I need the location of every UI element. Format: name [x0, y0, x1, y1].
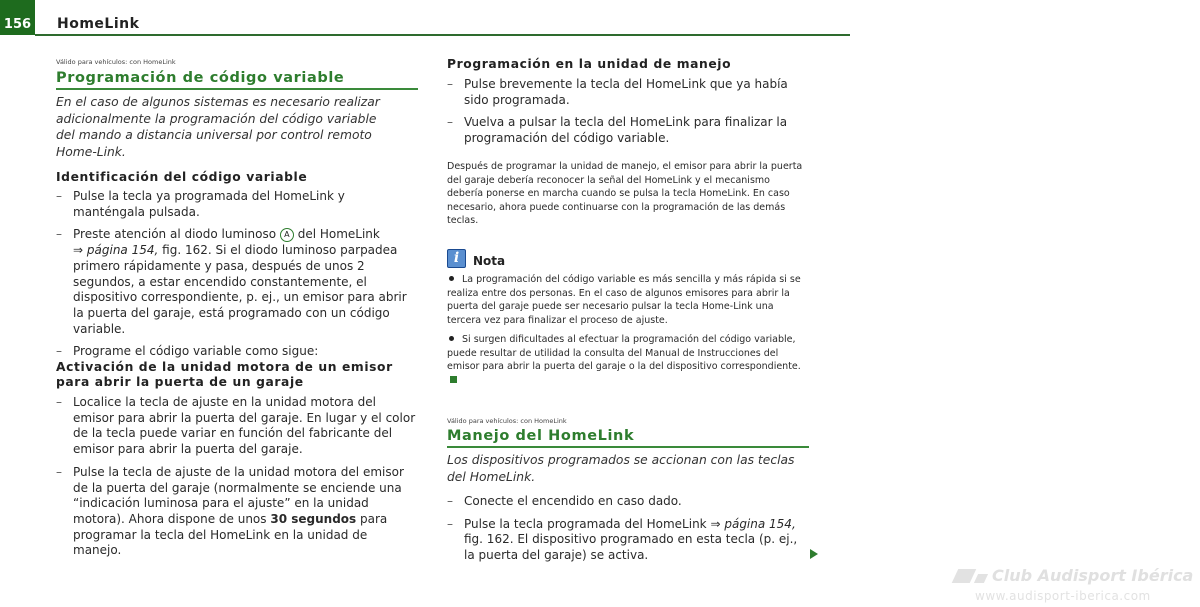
- dash-marker: –: [447, 494, 453, 508]
- list-item-text: Preste atención al diodo luminoso: [73, 227, 277, 242]
- watermark-logo-icon: [955, 569, 986, 583]
- section-intro: En el caso de algunos sistemas es necesario realizar adicionalmente la programación del código variable del mando a distancia universal por control remoto Home-Link.: [56, 95, 380, 159]
- list-item-text: del HomeLink: [297, 227, 380, 242]
- circled-marker-icon: A: [280, 228, 294, 242]
- list-item: [447, 517, 809, 564]
- watermark-url: www.audisport-iberica.com: [975, 589, 1151, 603]
- list-item-text: Localice la tecla de ajuste en la unidad motora del emisor para abrir la puerta del garaje. En lugar y el color de la tecla puede variar en función del fabricante del emisor para abrir la puerta del garaje.: [73, 395, 416, 457]
- list-item: [56, 344, 418, 360]
- dash-marker: –: [56, 464, 62, 479]
- emphasis-text: 30 segundos: [270, 511, 357, 526]
- operation-steps: [447, 494, 809, 571]
- list-item-text: Pulse brevemente la tecla del HomeLink que ya había sido programada.: [464, 77, 788, 107]
- list-item-text: Pulse la tecla ya programada del HomeLink y manténgala pulsada.: [73, 189, 345, 219]
- list-item-text: Programe el código variable como sigue:: [73, 344, 319, 359]
- dash-marker: –: [56, 189, 62, 203]
- note-bullet: [447, 333, 809, 387]
- watermark-title: Club Audisport Ibérica: [992, 566, 1194, 585]
- page-reference-link[interactable]: página 154,: [724, 516, 796, 531]
- note-header: [447, 248, 505, 268]
- dash-marker: –: [56, 344, 62, 359]
- list-item-text: Conecte el encendido en caso dado.: [464, 494, 682, 508]
- identification-steps: [56, 189, 418, 367]
- list-item: [447, 77, 809, 108]
- section-intro: Los dispositivos programados se accionan con las teclas del HomeLink.: [447, 453, 795, 484]
- continue-arrow-icon: [810, 549, 818, 559]
- bullet-icon: [449, 336, 454, 341]
- section-title: Manejo del HomeLink: [447, 428, 809, 448]
- bullet-icon: [449, 276, 454, 281]
- list-item-text: para programar la tecla del HomeLink en la unidad de manejo.: [73, 511, 388, 558]
- validity-note: Válido para vehículos: con HomeLink: [56, 58, 176, 66]
- watermark: [955, 566, 1193, 585]
- list-item-text: Vuelva a pulsar la tecla del HomeLink para finalizar la programación del código variable.: [464, 115, 788, 146]
- validity-note: Válido para vehículos: con HomeLink: [447, 417, 567, 425]
- list-item: [56, 189, 418, 220]
- list-item-text: Pulse la tecla programada del HomeLink: [464, 516, 707, 531]
- dash-marker: –: [56, 227, 62, 242]
- activation-steps: [56, 395, 418, 566]
- running-title: HomeLink: [57, 16, 140, 32]
- list-item: [447, 494, 809, 510]
- list-item-text: fig. 162. Si el diodo luminoso parpadea primero rápidamente y pasa, después de unos 2 segundos, a estar encendido constantemente, el dispositivo correspondiente, p. ej., un emisor para abrir la puerta del garaje, está programado con un código variable.: [73, 243, 407, 336]
- subheading-activation: Activación de la unidad motora de un emisor para abrir la puerta de un garaje: [56, 360, 393, 389]
- list-item-text: fig. 162. El dispositivo programado en esta tecla (p. ej., la puerta del garaje) se activa.: [464, 532, 798, 563]
- arrow-icon: ⇒: [710, 516, 721, 531]
- list-item: [447, 115, 809, 146]
- dash-marker: –: [447, 77, 453, 91]
- subheading-programming: Programación en la unidad de manejo: [447, 57, 732, 71]
- dash-marker: –: [447, 115, 453, 130]
- section-title: Programación de código variable: [56, 70, 418, 90]
- note-text: La programación del código variable es más sencilla y más rápida si se realiza entre dos personas. En el caso de algunos emisores para abrir la puerta del garaje puede ser necesario pulsar la tecla Home-Link una tercera vez para finalizar el proceso de ajuste.: [447, 274, 801, 326]
- dash-marker: –: [56, 395, 62, 409]
- arrow-icon: ⇒: [73, 243, 84, 258]
- page-reference-link[interactable]: página 154,: [86, 243, 159, 258]
- info-icon: i: [447, 249, 466, 268]
- list-item-text: Pulse la tecla de ajuste de la unidad motora del emisor de la puerta del garaje (normalmente se enciende una “indicación luminosa para el ajuste” en la unidad motora). Ahora dispone de unos: [73, 464, 404, 526]
- end-of-section-icon: [450, 376, 457, 383]
- body-paragraph: Después de programar la unidad de manejo, el emisor para abrir la puerta del garaje debería reconocer la señal del HomeLink y el mecanismo debería ponerse en marcha cuando se pulsa la tecla HomeLink. En caso necesario, ahora puede continuarse con la programación de las demás teclas.: [447, 161, 803, 226]
- note-title: Nota: [473, 254, 506, 268]
- header-rule: [35, 34, 850, 36]
- note-bullet: [447, 273, 809, 327]
- page-number: 156: [0, 0, 35, 35]
- programming-steps: [447, 77, 809, 154]
- dash-marker: –: [447, 516, 453, 531]
- subheading-identification: Identificación del código variable: [56, 170, 308, 184]
- list-item: [56, 227, 418, 337]
- list-item: [56, 395, 418, 458]
- list-item: [56, 465, 418, 559]
- note-text: Si surgen dificultades al efectuar la programación del código variable, puede resultar de utilidad la consulta del Manual de Instrucciones del emisor para abrir la puerta del garaje o la del dispositivo correspondiente.: [447, 334, 801, 372]
